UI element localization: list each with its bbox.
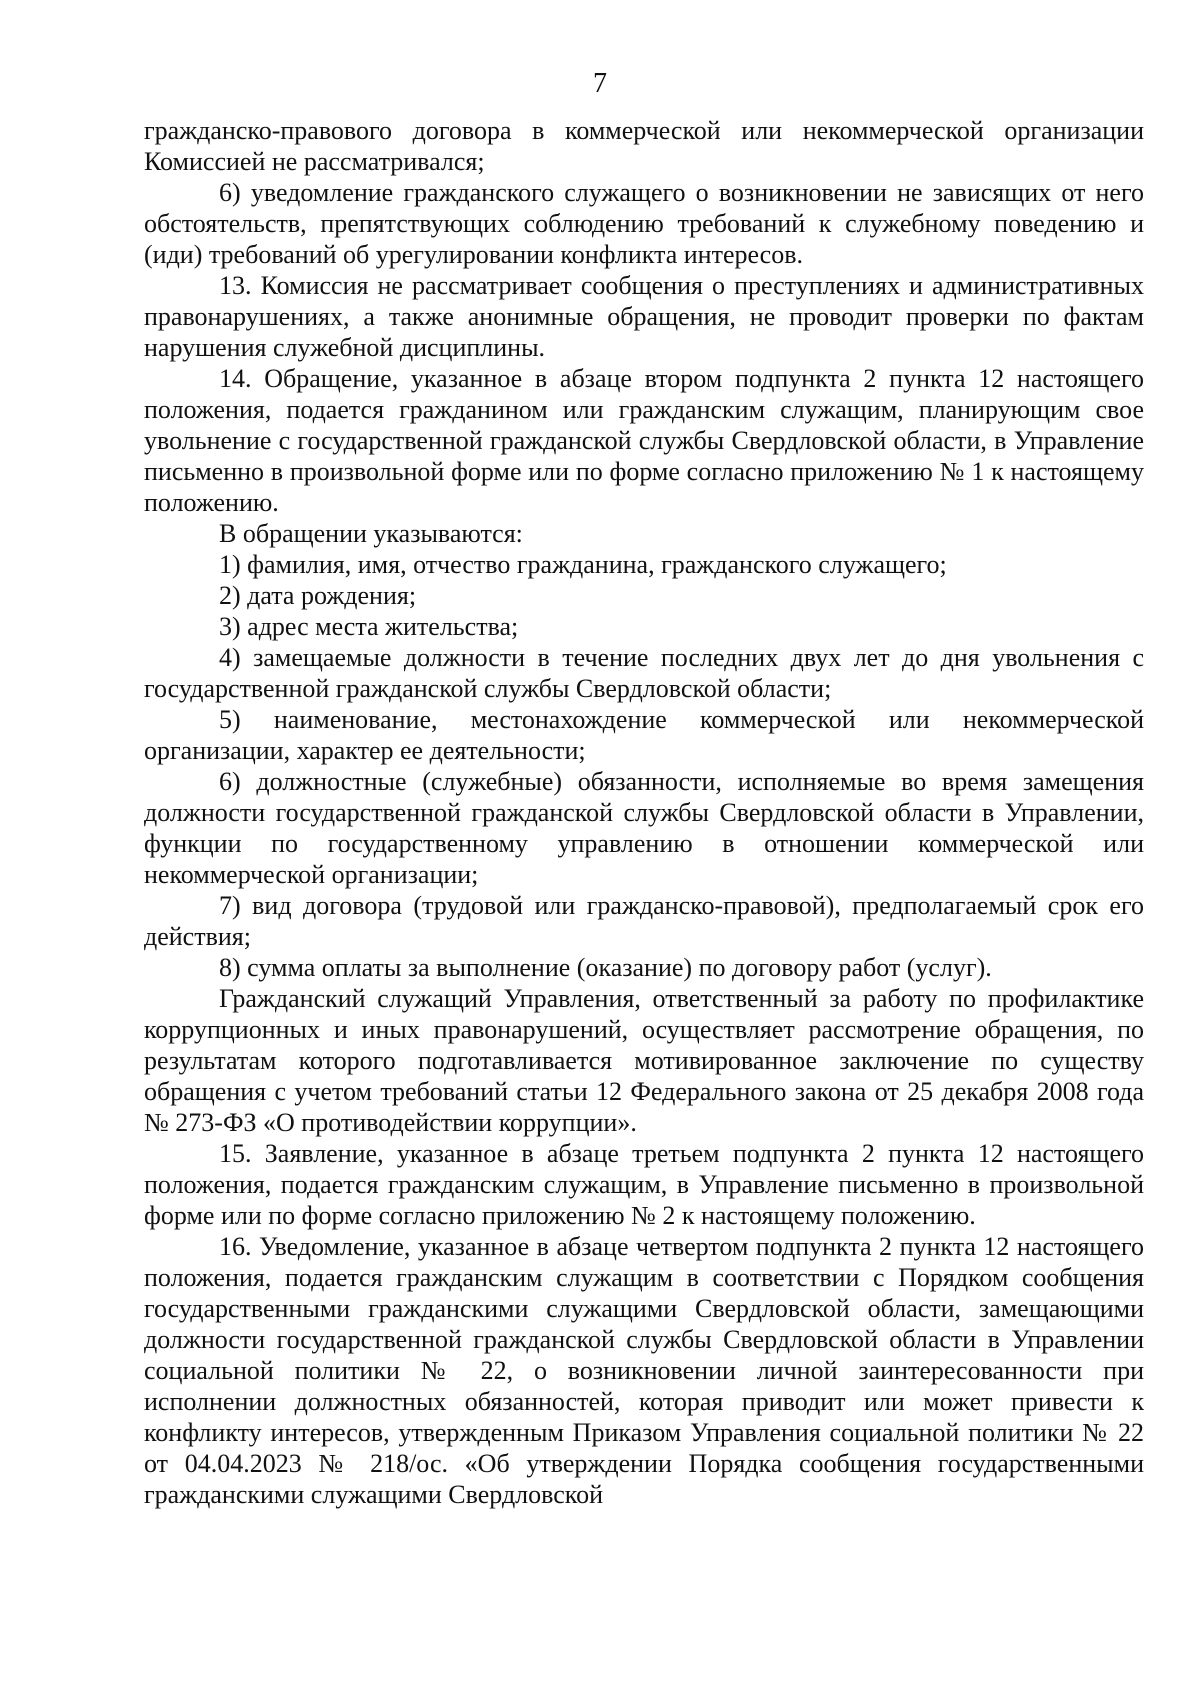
paragraph: 16. Уведомление, указанное в абзаце четвертом подпункта 2 пункта 12 настоящего положения, подается гражданским служащим в соответствии с Порядком сообщения государственными гражданскими служащими Свердловской области, замещающими должности государственной гражданской службы Свердловской области в Управлении социальной политики № 22, о возникновении личной заинтересованности при исполнении должностных обязанностей, которая приводит или может привести к конфликту интересов, утвержденным Приказом Управления социальной политики № 22 от 04.04.2023 № 218/ос. «Об утверждении Порядка сообщения государственными гражданскими служащими Свердловской (144, 1232, 1144, 1509)
paragraph: 13. Комиссия не рассматривает сообщения о преступлениях и административных правонарушениях, а также анонимные обращения, не проводит проверки по фактам нарушения служебной дисциплины. (144, 271, 1144, 362)
paragraph: 5) наименование, местонахождение коммерческой или некоммерческой организации, характер ее деятельности; (144, 705, 1144, 765)
paragraph: 8) сумма оплаты за выполнение (оказание) по договору работ (услуг). (219, 953, 992, 982)
paragraph: 3) адрес места жительства; (219, 612, 519, 641)
paragraph: гражданско-правового договора в коммерческой или некоммерческой организации Комиссией не рассматривался; (144, 116, 1144, 176)
page-number: 7 (593, 68, 607, 99)
paragraph: 1) фамилия, имя, отчество гражданина, гражданского служащего; (219, 550, 947, 579)
paragraph: В обращении указываются: (219, 519, 523, 548)
document-body (144, 115, 1144, 1510)
paragraph: 14. Обращение, указанное в абзаце втором подпункта 2 пункта 12 настоящего положения, подается гражданином или гражданским служащим, планирующим свое увольнение с государственной гражданской службы Свердловской области, в Управление письменно в произвольной форме или по форме согласно приложению № 1 к настоящему положению. (144, 364, 1144, 517)
paragraph: 15. Заявление, указанное в абзаце третьем подпункта 2 пункта 12 настоящего положения, подается гражданским служащим, в Управление письменно в произвольной форме или по форме согласно приложению № 2 к настоящему положению. (144, 1139, 1144, 1230)
paragraph: 4) замещаемые должности в течение последних двух лет до дня увольнения с государственной гражданской службы Свердловской области; (144, 643, 1144, 703)
paragraph: 6) должностные (служебные) обязанности, исполняемые во время замещения должности государственной гражданской службы Свердловской области в Управлении, функции по государственному управлению в отношении коммерческой или некоммерческой организации; (144, 767, 1144, 889)
paragraph: 7) вид договора (трудовой или гражданско-правовой), предполагаемый срок его действия; (144, 891, 1144, 951)
paragraph: Гражданский служащий Управления, ответственный за работу по профилактике коррупционных и иных правонарушений, осуществляет рассмотрение обращения, по результатам которого подготавливается мотивированное заключение по существу обращения с учетом требований статьи 12 Федерального закона от 25 декабря 2008 года № 273-ФЗ «О противодействии коррупции». (144, 984, 1144, 1137)
paragraph: 6) уведомление гражданского служащего о возникновении не зависящих от него обстоятельств, препятствующих соблюдению требований к служебному поведению и (иди) требований об урегулировании конфликта интересов. (144, 178, 1144, 269)
paragraph: 2) дата рождения; (219, 581, 417, 610)
